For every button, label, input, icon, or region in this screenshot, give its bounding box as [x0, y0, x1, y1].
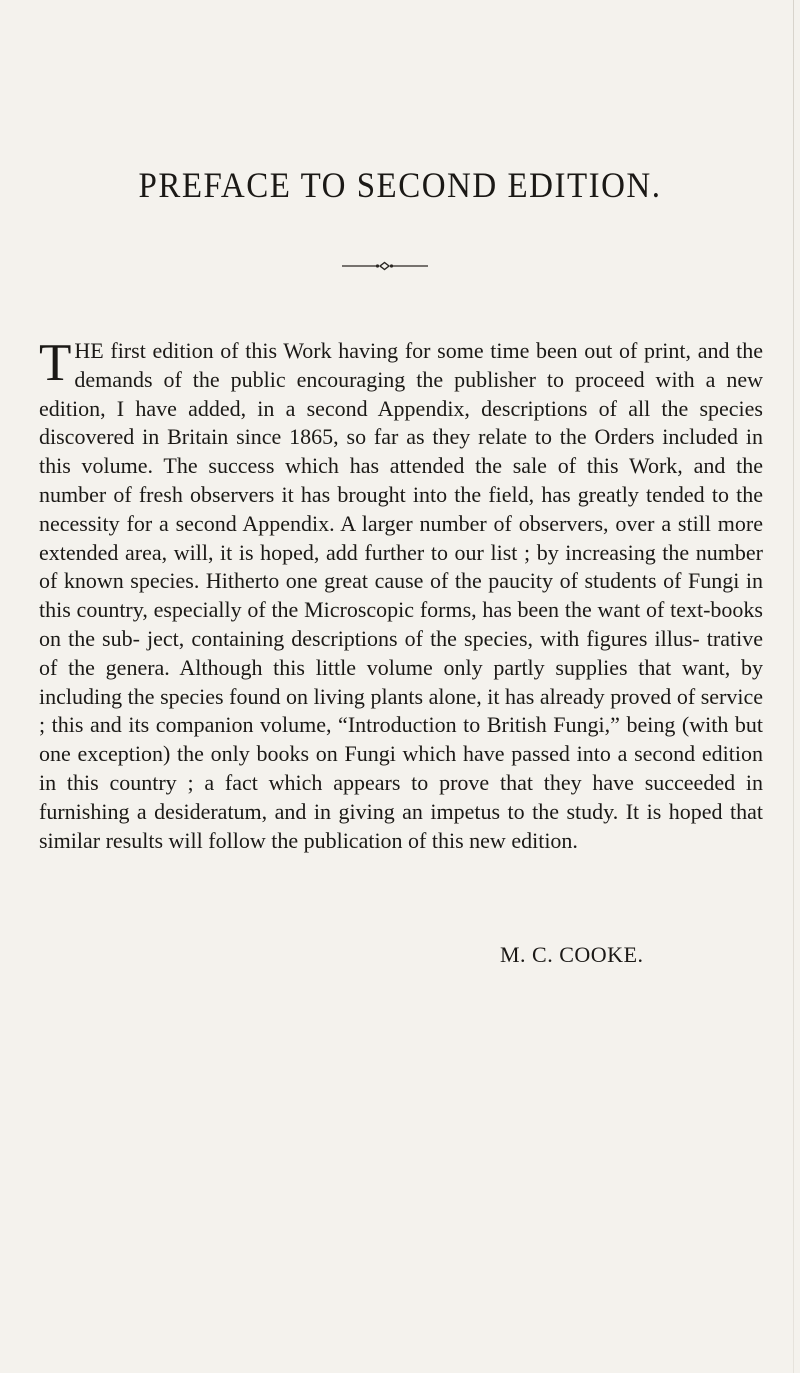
drop-cap: T [39, 334, 72, 392]
preface-paragraph [39, 334, 763, 855]
preface-body-text: HE first edition of this Work having for some time been out of print, and the demands of the public encouraging the publisher to proceed with a new edition, I have added, in a second Appendix, descriptions of all the species discovered in Britain since 1865, so far as they relate to the Orders included in this volume. The success which has attended the sale of this Work, and the number of fresh observers it has brought into the field, has greatly tended to the necessity for a second Appendix. A larger number of observers, over a still more extended area, will, it is hoped, add further to our list ; by increasing the number of known species. Hitherto one great cause of the paucity of students of Fungi in this country, especially of the Microscopic forms, has been the want of text-books on the sub- ject, containing descriptions of the species, with figures illus- trative of the genera. Although this little volume only partly supplies that want, by including the species found on living plants alone, it has already proved of service ; this and its companion volume, “Introduction to British Fungi,” being (with but one exception) the only books on Fungi which have passed into a second edition in this country ; a fact which appears to prove that they have succeeded in furnishing a desideratum, and in giving an impetus to the study. It is hoped that similar results will follow the publication of this new edition. [39, 338, 763, 853]
page-title: PREFACE TO SECOND EDITION. [138, 166, 662, 206]
rule-with-diamond-ornament-icon [340, 258, 430, 274]
author-signature: M. C. COOKE. [500, 942, 644, 967]
page-edge-shadow [793, 0, 794, 1373]
